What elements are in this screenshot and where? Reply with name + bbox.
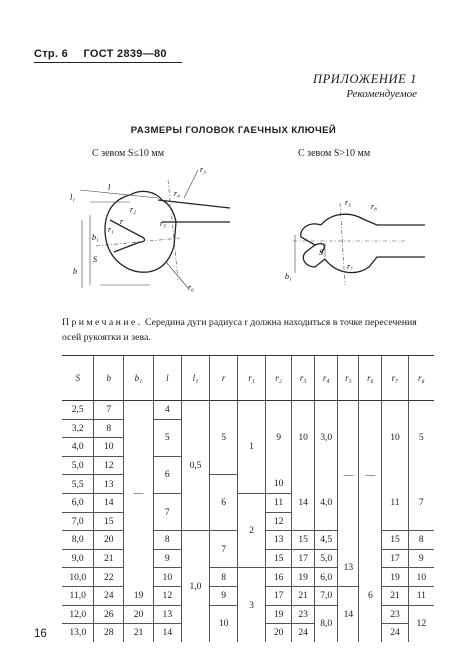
standard-number: ГОСТ 2839—80 <box>83 48 167 60</box>
cell-l: 5 <box>153 419 181 456</box>
col-header-r7: r₇ <box>382 356 408 401</box>
cell-r7: 15 <box>382 531 408 550</box>
label-r: r <box>120 217 124 226</box>
col-header-l1: l₁ <box>181 356 209 401</box>
cell-l1: 1,0 <box>181 531 209 642</box>
label-l: l <box>108 183 111 192</box>
cell-r5: — <box>338 401 359 550</box>
cell-r2: 11 <box>265 493 291 512</box>
cell-b: 22 <box>94 568 124 587</box>
cell-r8: 10 <box>408 568 434 587</box>
cell-l: 12 <box>153 586 181 605</box>
cell-S: 5,0 <box>62 456 94 475</box>
cell-r3: 19 <box>292 568 315 587</box>
cell-r4: 3,0 <box>315 401 338 475</box>
label-r2: r₂ <box>130 205 136 214</box>
col-header-r3: r₃ <box>292 356 315 401</box>
cell-r7: 24 <box>382 624 408 642</box>
cell-r2: 19 <box>265 605 291 624</box>
col-header-r1: r₁ <box>238 356 266 401</box>
cell-r: 7 <box>210 531 238 568</box>
wrench-small-drawing <box>70 160 240 310</box>
label-S: S <box>93 255 97 264</box>
cell-r4: 5,0 <box>315 549 338 568</box>
wrench-large-drawing <box>285 195 435 295</box>
cell-b1: — <box>124 401 154 587</box>
cell-r1: 2 <box>238 493 266 567</box>
cell-r2: 16 <box>265 568 291 587</box>
cell-r2: 13 <box>265 531 291 550</box>
cell-b1: 19 <box>124 586 154 605</box>
cell-S: 6,0 <box>62 493 94 512</box>
cell-r: 10 <box>210 605 238 642</box>
cell-l: 6 <box>153 456 181 493</box>
cell-b: 15 <box>94 512 124 531</box>
cell-r7: 21 <box>382 586 408 605</box>
table-row <box>62 401 434 420</box>
cell-S: 8,0 <box>62 531 94 550</box>
cell-S: 13,0 <box>69 627 87 639</box>
cell-S: 9,0 <box>62 549 94 568</box>
cell-r2: 20 <box>265 624 291 642</box>
cell-l1: 0,5 <box>181 401 209 531</box>
cell-S: 11,0 <box>62 586 94 605</box>
cell-r1: 3 <box>238 568 266 642</box>
cell-S: 7,0 <box>62 512 94 531</box>
cell-r8: 7 <box>408 475 434 531</box>
label-b1-right: b₁ <box>285 272 292 281</box>
cell-b1: 20 <box>124 605 154 624</box>
cell-r8: 8 <box>408 531 434 550</box>
cell-S: 5,5 <box>62 475 94 494</box>
label-r7-right: r₇ <box>347 262 353 271</box>
cell-r7: 10 <box>382 401 408 475</box>
cell-r7: 17 <box>382 549 408 568</box>
label-l1: l₁ <box>70 193 76 202</box>
appendix-title: ПРИЛОЖЕНИЕ 1 <box>312 72 417 86</box>
note-paragraph <box>62 316 434 345</box>
cell-b: 21 <box>94 549 124 568</box>
cell-r4: 7,0 <box>315 586 338 605</box>
cell-r2: 10 <box>265 475 291 494</box>
cell-S: 4,0 <box>62 438 94 457</box>
cell-b: 14 <box>94 493 124 512</box>
cell-b: 7 <box>94 401 124 420</box>
label-r5-right: r₅ <box>345 198 351 207</box>
label-b1: b₁ <box>92 233 99 242</box>
cell-r2: 17 <box>265 586 291 605</box>
cell-b: 26 <box>94 605 124 624</box>
cell-b: 13 <box>94 475 124 494</box>
appendix-subtitle: Рекомендуемое <box>346 88 417 100</box>
cell-r5: 14 <box>338 586 359 641</box>
cell-b: 24 <box>94 586 124 605</box>
cell-S: 3,2 <box>62 419 94 438</box>
cell-b1: 21 <box>124 624 154 642</box>
cell-l: 7 <box>153 493 181 530</box>
cell-S: 12,0 <box>62 605 94 624</box>
dimensions-table <box>62 355 434 642</box>
cell-r4: 4,5 <box>315 531 338 550</box>
note-label: Примечание. <box>62 317 143 328</box>
label-r1: r₁ <box>108 225 114 234</box>
label-r6: r₆ <box>188 283 194 292</box>
cell-l: 13 <box>153 605 181 624</box>
table-header-row <box>62 356 434 401</box>
cell-r6: 6 <box>359 549 382 641</box>
appendix-block <box>313 72 417 100</box>
cell-r: 9 <box>210 586 238 605</box>
note-text: Середина дуги радиуса r должна находиться в точке пересечения осей рукоятки и зева. <box>62 317 417 343</box>
col-header-r2: r₂ <box>265 356 291 401</box>
cell-b: 28 <box>94 624 124 642</box>
cell-r: 8 <box>210 568 238 587</box>
cell-l: 10 <box>153 568 181 587</box>
cell-b: 20 <box>94 531 124 550</box>
cell-S: 2,5 <box>62 401 94 420</box>
cell-r5: 13 <box>338 549 359 586</box>
cell-r6: — <box>359 401 382 550</box>
col-header-b: b <box>94 356 124 401</box>
cell-r1: 1 <box>238 401 266 494</box>
col-header-r8: r₈ <box>408 356 434 401</box>
label-r5: r₅ <box>160 219 166 228</box>
cell-r: 5 <box>210 401 238 475</box>
col-header-r6: r₆ <box>359 356 382 401</box>
cell-r: 6 <box>210 475 238 531</box>
label-r3: r₃ <box>200 165 206 174</box>
caption-right: С зевом S>10 мм <box>298 148 371 159</box>
cell-r3: 23 <box>292 605 315 624</box>
section-title: РАЗМЕРЫ ГОЛОВОК ГАЕЧНЫХ КЛЮЧЕЙ <box>130 125 337 136</box>
cell-r4: 8,0 <box>315 605 338 642</box>
cell-r7: 11 <box>382 475 408 531</box>
cell-S: 10,0 <box>62 568 94 587</box>
cell-r3: 21 <box>292 586 315 605</box>
col-header-b1: b₁ <box>124 356 154 401</box>
cell-r7: 23 <box>382 605 408 624</box>
col-header-S: S <box>62 356 94 401</box>
cell-r3: 10 <box>292 401 315 475</box>
cell-r2: 9 <box>265 401 291 475</box>
header-rule <box>34 62 182 63</box>
cell-r8: 9 <box>408 549 434 568</box>
cell-l: 14 <box>153 624 181 642</box>
cell-b: 8 <box>94 419 124 438</box>
label-b: b <box>73 267 77 276</box>
col-header-r5: r₅ <box>338 356 359 401</box>
cell-l: 8 <box>153 531 181 550</box>
label-r8-right: r₈ <box>371 202 377 211</box>
cell-r8: 11 <box>408 586 434 605</box>
label-r4: r₄ <box>174 189 180 198</box>
cell-b: 12 <box>94 456 124 475</box>
cell-r3: 17 <box>292 549 315 568</box>
cell-r4: 4,0 <box>315 475 338 531</box>
page-header <box>34 48 167 60</box>
cell-r7: 19 <box>382 568 408 587</box>
label-S-right: S <box>319 248 323 257</box>
cell-b: 10 <box>94 438 124 457</box>
col-header-l: l <box>153 356 181 401</box>
cell-r4: 6,0 <box>315 568 338 587</box>
cell-r8: 5 <box>408 401 434 475</box>
cell-r2: 15 <box>265 549 291 568</box>
cell-r3: 14 <box>292 475 315 531</box>
page-label: Стр. 6 <box>34 48 69 60</box>
col-header-r4: r₄ <box>315 356 338 401</box>
cell-r8: 12 <box>408 605 434 642</box>
cell-l: 4 <box>153 401 181 420</box>
col-header-r: r <box>210 356 238 401</box>
cell-r3: 15 <box>292 531 315 550</box>
cell-r2: 12 <box>265 512 291 531</box>
caption-left: С зевом S≤10 мм <box>92 148 165 159</box>
page-number: 16 <box>34 628 47 640</box>
cell-r3: 24 <box>292 624 315 642</box>
cell-l: 9 <box>153 549 181 568</box>
